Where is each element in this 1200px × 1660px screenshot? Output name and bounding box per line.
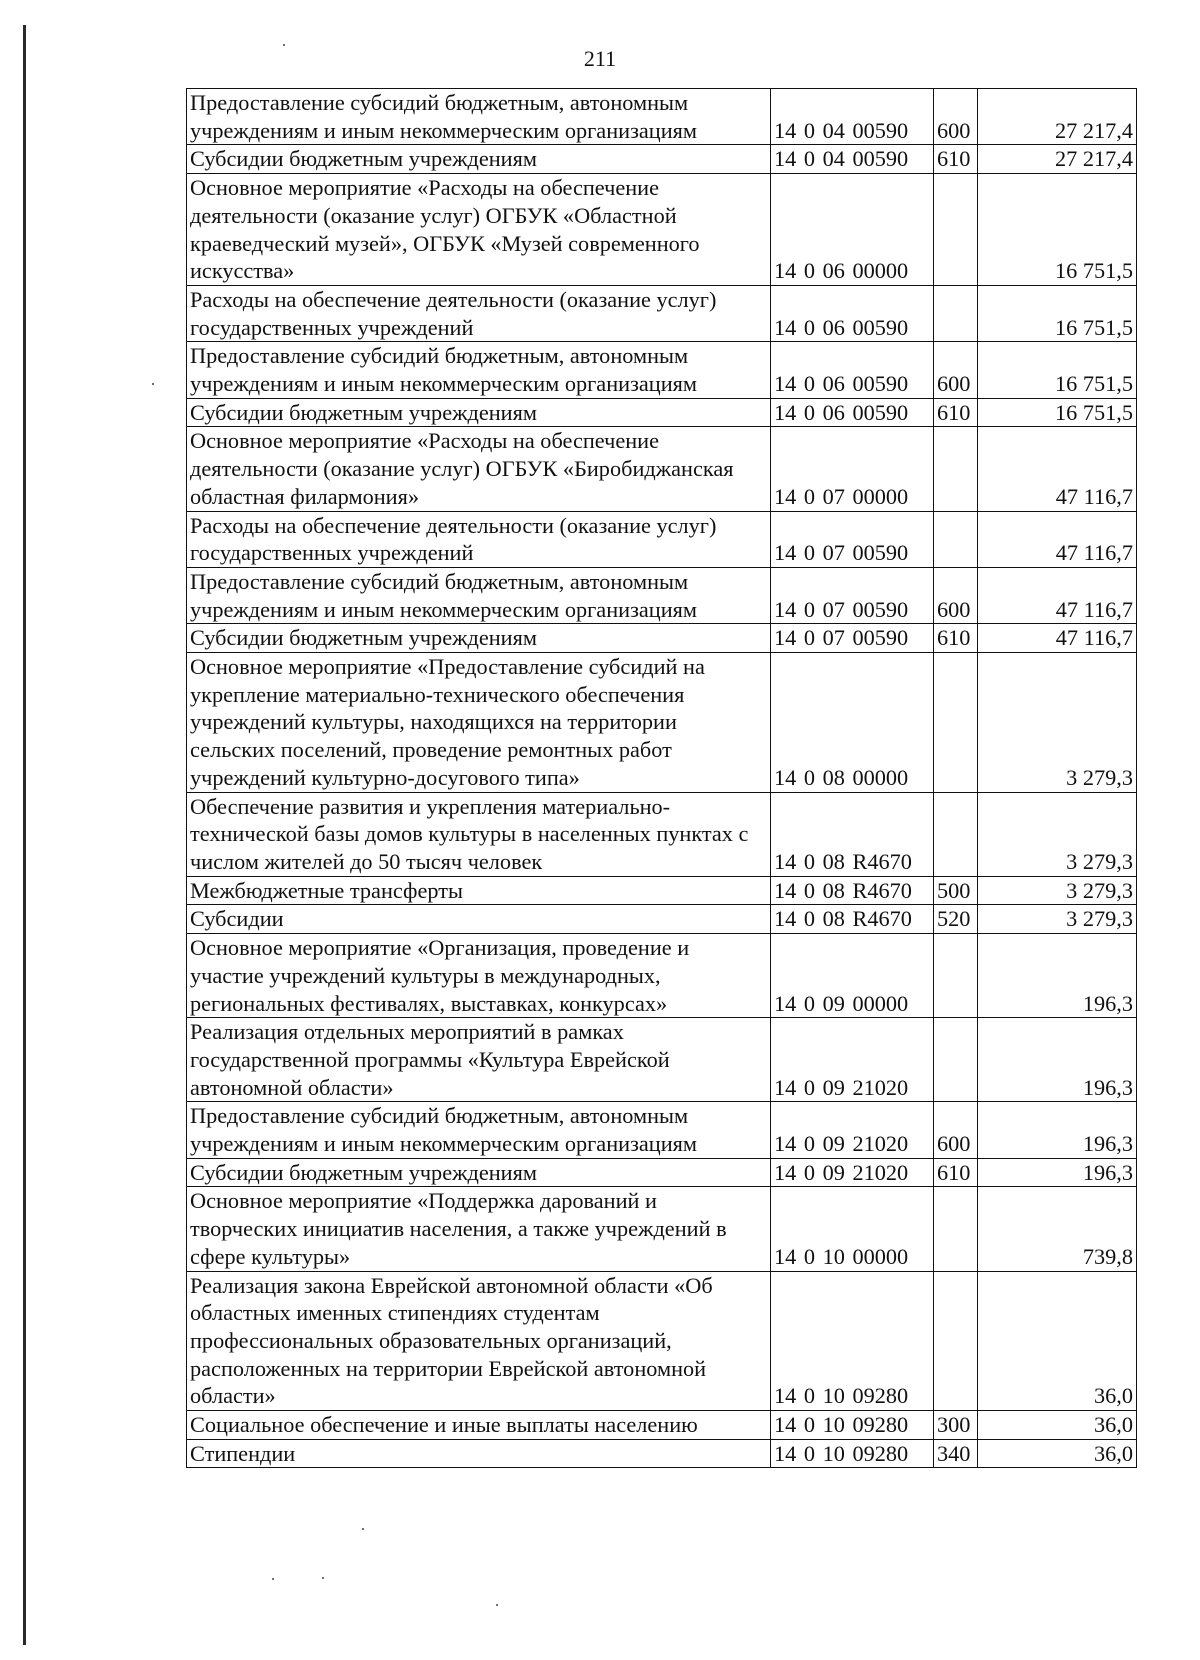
row-amount: 16 751,5 [978,174,1137,286]
row-name: Межбюджетные трансферты [187,876,771,905]
table-row [187,285,1137,341]
row-amount: 196,3 [978,1102,1137,1158]
row-expense-type [934,427,978,511]
row-target-code: 14 0 08 R4670 [771,792,934,876]
row-amount: 196,3 [978,934,1137,1018]
scan-speck [272,1578,274,1580]
row-name: Основное мероприятие «Предоставление субсидий на укрепление материально-технического обеспечения учреждений культуры, находящихся на территории сельских поселений, проведение ремонтных работ учреждений культурно-досугового типа» [187,653,771,793]
table-row [187,934,1137,1018]
row-target-code: 14 0 10 00000 [771,1187,934,1271]
table-row [187,624,1137,653]
row-name: Социальное обеспечение и иные выплаты населению [187,1411,771,1440]
row-amount: 27 217,4 [978,89,1137,145]
row-expense-type [934,1187,978,1271]
row-amount: 47 116,7 [978,427,1137,511]
scan-speck [152,383,154,385]
table-row [187,1187,1137,1271]
row-amount: 16 751,5 [978,342,1137,398]
row-target-code: 14 0 10 09280 [771,1439,934,1468]
row-amount: 16 751,5 [978,285,1137,341]
row-expense-type: 610 [934,398,978,427]
row-expense-type: 520 [934,905,978,934]
row-name: Расходы на обеспечение деятельности (оказание услуг) государственных учреждений [187,285,771,341]
row-name: Субсидии бюджетным учреждениям [187,1158,771,1187]
table-row [187,567,1137,623]
table-row [187,427,1137,511]
row-amount: 16 751,5 [978,398,1137,427]
table-row [187,398,1137,427]
page-number: 211 [583,46,617,71]
row-name: Субсидии бюджетным учреждениям [187,624,771,653]
table-row [187,1271,1137,1411]
table-row [187,89,1137,145]
row-expense-type: 600 [934,1102,978,1158]
scan-speck [322,1577,324,1579]
row-expense-type: 600 [934,89,978,145]
row-name: Предоставление субсидий бюджетным, автономным учреждениям и иным некоммерческим организациям [187,342,771,398]
row-target-code: 14 0 07 00590 [771,511,934,567]
row-name: Предоставление субсидий бюджетным, автономным учреждениям и иным некоммерческим организациям [187,1102,771,1158]
row-target-code: 14 0 06 00590 [771,398,934,427]
scan-speck [362,1528,364,1530]
row-amount: 3 279,3 [978,792,1137,876]
table-row [187,1102,1137,1158]
row-name: Обеспечение развития и укрепления материально-технической базы домов культуры в населенных пунктах с числом жителей до 50 тысяч человек [187,792,771,876]
table-row [187,1018,1137,1102]
scan-speck [283,44,285,46]
row-name: Расходы на обеспечение деятельности (оказание услуг) государственных учреждений [187,511,771,567]
row-expense-type: 600 [934,342,978,398]
row-name: Реализация отдельных мероприятий в рамках государственной программы «Культура Еврейской автономной области» [187,1018,771,1102]
row-amount: 36,0 [978,1271,1137,1411]
budget-table [186,88,1137,1468]
row-expense-type: 500 [934,876,978,905]
row-expense-type: 610 [934,624,978,653]
row-amount: 36,0 [978,1411,1137,1440]
row-amount: 3 279,3 [978,876,1137,905]
row-target-code: 14 0 06 00590 [771,285,934,341]
row-name: Субсидии [187,905,771,934]
row-name: Предоставление субсидий бюджетным, автономным учреждениям и иным некоммерческим организациям [187,567,771,623]
row-expense-type [934,1018,978,1102]
row-target-code: 14 0 06 00000 [771,174,934,286]
row-expense-type [934,653,978,793]
row-name: Предоставление субсидий бюджетным, автономным учреждениям и иным некоммерческим организациям [187,89,771,145]
row-expense-type: 600 [934,567,978,623]
table-row [187,653,1137,793]
row-target-code: 14 0 04 00590 [771,89,934,145]
row-expense-type [934,934,978,1018]
row-target-code: 14 0 09 00000 [771,934,934,1018]
row-target-code: 14 0 07 00000 [771,427,934,511]
row-target-code: 14 0 10 09280 [771,1271,934,1411]
row-target-code: 14 0 09 21020 [771,1158,934,1187]
row-expense-type: 340 [934,1439,978,1468]
row-target-code: 14 0 06 00590 [771,342,934,398]
row-amount: 47 116,7 [978,511,1137,567]
row-target-code: 14 0 07 00590 [771,567,934,623]
table-row [187,174,1137,286]
scan-edge-line [23,25,26,1645]
row-amount: 47 116,7 [978,567,1137,623]
row-target-code: 14 0 08 R4670 [771,876,934,905]
row-name: Стипендии [187,1439,771,1468]
row-amount: 47 116,7 [978,624,1137,653]
row-name: Основное мероприятие «Организация, проведение и участие учреждений культуры в международных, региональных фестивалях, выставках, конкурсах» [187,934,771,1018]
row-target-code: 14 0 09 21020 [771,1018,934,1102]
table-row [187,145,1137,174]
row-target-code: 14 0 08 00000 [771,653,934,793]
row-name: Основное мероприятие «Расходы на обеспечение деятельности (оказание услуг) ОГБУК «Областной краеведческий музей», ОГБУК «Музей современного искусства» [187,174,771,286]
table-row [187,1411,1137,1440]
row-target-code: 14 0 10 09280 [771,1411,934,1440]
row-name: Субсидии бюджетным учреждениям [187,398,771,427]
row-target-code: 14 0 07 00590 [771,624,934,653]
row-name: Основное мероприятие «Расходы на обеспечение деятельности (оказание услуг) ОГБУК «Биробиджанская областная филармония» [187,427,771,511]
row-name: Реализация закона Еврейской автономной области «Об областных именных стипендиях студентам профессиональных образовательных организаций, расположенных на территории Еврейской автономной области» [187,1271,771,1411]
row-expense-type [934,285,978,341]
row-amount: 3 279,3 [978,905,1137,934]
table-row [187,511,1137,567]
row-expense-type [934,174,978,286]
row-expense-type: 610 [934,1158,978,1187]
row-expense-type [934,792,978,876]
table-row [187,342,1137,398]
table-row [187,1158,1137,1187]
row-amount: 36,0 [978,1439,1137,1468]
row-target-code: 14 0 04 00590 [771,145,934,174]
table-row [187,792,1137,876]
table-row [187,905,1137,934]
row-expense-type: 300 [934,1411,978,1440]
row-expense-type [934,1271,978,1411]
row-name: Субсидии бюджетным учреждениям [187,145,771,174]
row-expense-type: 610 [934,145,978,174]
row-expense-type [934,511,978,567]
row-name: Основное мероприятие «Поддержка дарований и творческих инициатив населения, а также учреждений в сфере культуры» [187,1187,771,1271]
row-amount: 196,3 [978,1158,1137,1187]
row-target-code: 14 0 08 R4670 [771,905,934,934]
row-amount: 27 217,4 [978,145,1137,174]
table-row [187,876,1137,905]
row-amount: 739,8 [978,1187,1137,1271]
scan-speck [496,1604,498,1606]
row-amount: 196,3 [978,1018,1137,1102]
budget-table-body [187,89,1137,1468]
row-target-code: 14 0 09 21020 [771,1102,934,1158]
table-row [187,1439,1137,1468]
row-amount: 3 279,3 [978,653,1137,793]
